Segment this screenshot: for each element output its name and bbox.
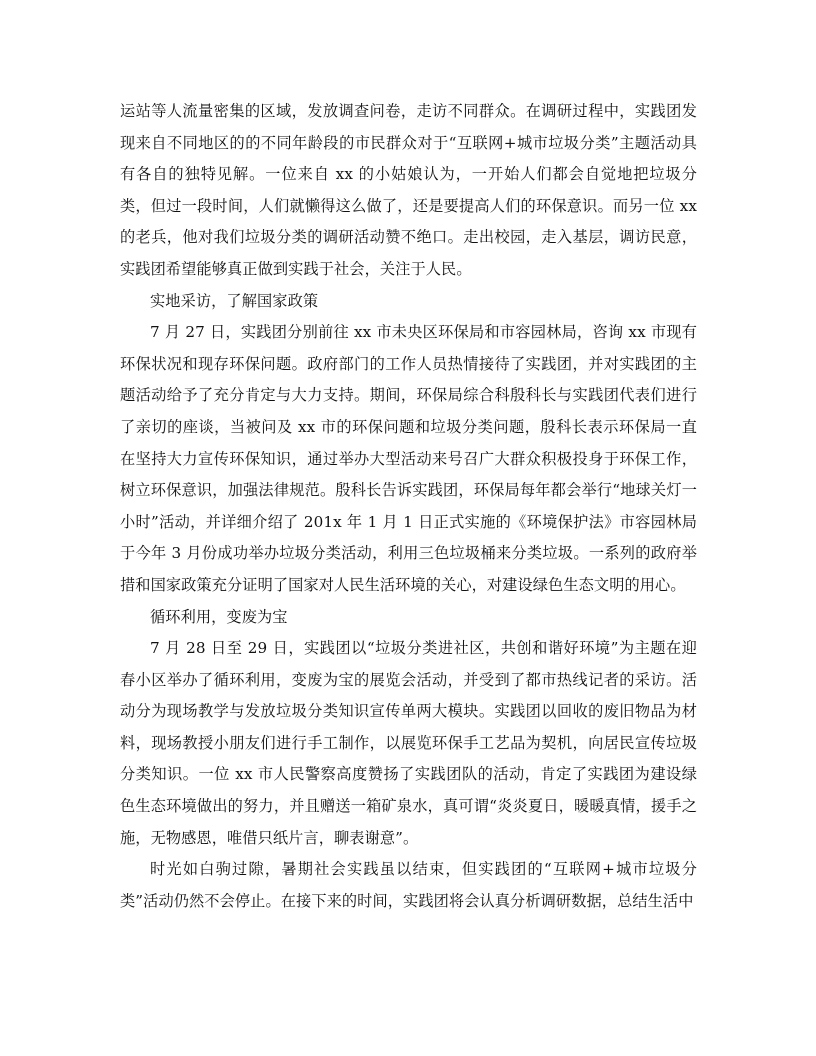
section-heading-recycling: 循环利用，变废为宝 <box>150 607 288 626</box>
paragraph-conclusion: 时光如白驹过隙，暑期社会实践虽以结束，但实践团的“互联网+城市垃圾分类”活动仍然不会停止。在接下来的时间，实践团将会认真分析调研数据，总结生活中 <box>120 860 697 910</box>
section-heading-interview: 实地采访，了解国家政策 <box>150 291 319 310</box>
paragraph-recycling: 7 月 28 日至 29 日，实践团以“垃圾分类进社区，共创和谐好环境”为主题在迎春小区举办了循环利用，变废为宝的展览会活动，并受到了都市热线记者的采访。活动分为现场教学与发放垃圾分类知识宣传单两大模块。实践团以回收的废旧物品为材料，现场教授小朋友们进行手工制作，以展览环保手工艺品为契机，向居民宣传垃圾分类知识。一位 xx 市人民警察高度赞扬了实践团队的活动，肯定了实践团为建设绿色生态环境做出的努力，并且赠送一箱矿泉水，真可谓“炎炎夏日，暖暖真情，援手之施，无物感恩，唯借只纸片言，聊表谢意”。 <box>120 639 697 847</box>
paragraph-interview: 7 月 27 日，实践团分别前往 xx 市未央区环保局和市容园林局，咨询 xx 市现有环保状况和现存环保问题。政府部门的工作人员热情接待了实践团，并对实践团的主题活动给予了充分肯定与大力支持。期间，环保局综合科殷科长与实践团代表们进行了亲切的座谈，当被问及 xx 市的环保问题和垃圾分类问题，殷科长表示环保局一直在坚持大力宣传环保知识，通过举办大型活动来号召广大群众积极投身于环保工作，树立环保意识，加强法律规范。殷科长告诉实践团，环保局每年都会举行“地球关灯一小时”活动，并详细介绍了 201x 年 1 月 1 日正式实施的《环境保护法》市容园林局于今年 3 月份成功举办垃圾分类活动，利用三色垃圾桶来分类垃圾。一系列的政府举措和国家政策充分证明了国家对人民生活环境的关心，对建设绿色生态文明的用心。 <box>120 323 697 594</box>
document-page <box>120 96 697 917</box>
paragraph-survey: 运站等人流量密集的区域，发放调查问卷，走访不同群众。在调研过程中，实践团发现来自不同地区的的不同年龄段的市民群众对于“互联网+城市垃圾分类”主题活动具有各自的独特见解。一位来自 xx 的小姑娘认为，一开始人们都会自觉地把垃圾分类，但过一段时间，人们就懒得这么做了，还是要提高人们的环保意识。而另一位 xx 的老兵，他对我们垃圾分类的调研活动赞不绝口。走出校园，走入基层，调访民意，实践团希望能够真正做到实践于社会，关注于人民。 <box>120 102 697 278</box>
